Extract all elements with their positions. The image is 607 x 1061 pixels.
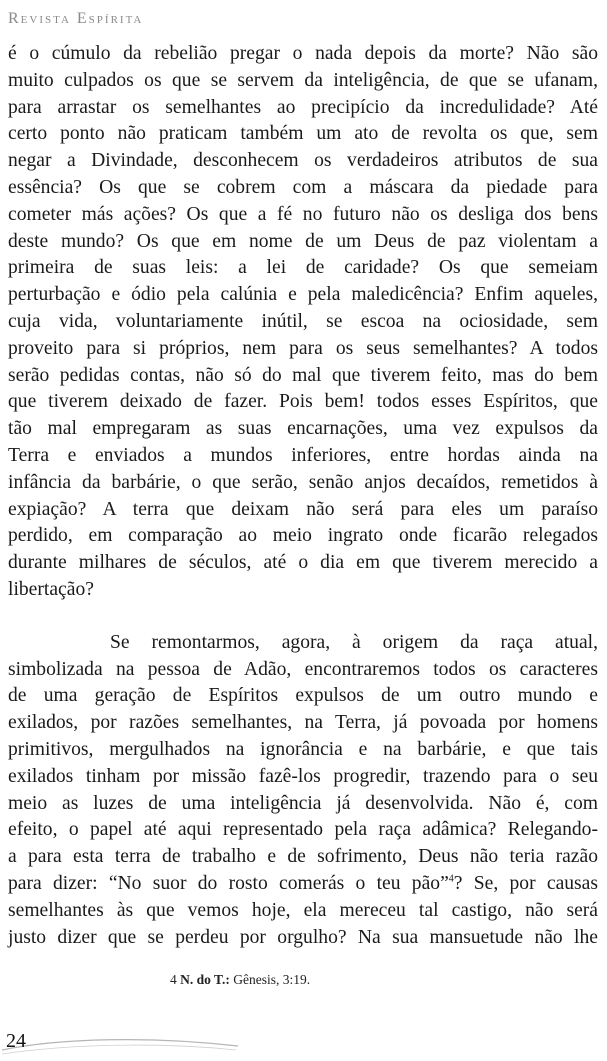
text-line-with-footnote (8, 871, 598, 898)
footnote-marker[interactable]: 4 (448, 873, 454, 885)
footnote (170, 972, 310, 988)
text-fragment: para dizer: “No suor do rosto comerás o teu pão” (8, 872, 449, 894)
text-line: cuja vida, voluntariamente inútil, se escoa na ociosidade, sem (8, 310, 598, 332)
text-line: perdido, em comparação ao meio ingrato onde ficarão relegados (8, 525, 598, 547)
text-line: de uma geração de Espíritos expulsos de um outro mundo e (8, 685, 598, 707)
text-line: semelhantes às que vemos hoje, ela mereceu tal castigo, não será (8, 899, 598, 921)
paragraph-1 (8, 41, 598, 604)
text-line: é o cúmulo da rebelião pregar o nada depois da morte? Não são (8, 43, 598, 64)
text-line: primitivos, mergulhados na ignorância e na barbárie, e que tais (8, 738, 598, 760)
text-line: negar a Divindade, desconhecem os verdadeiros atributos de sua (8, 150, 598, 172)
text-line: certo ponto não praticam também um ato de revolta os que, sem (8, 123, 598, 145)
page-body (8, 41, 598, 951)
text-line: primeira de suas leis: a lei de caridade? Os que semeiam (8, 257, 598, 279)
text-line: meio as luzes de uma inteligência já desenvolvida. Não é, com (8, 792, 598, 814)
text-line: Se remontarmos, agora, à origem da raça atual, (110, 631, 598, 653)
footnote-text: Gênesis, 3:19. (233, 972, 311, 987)
paragraph-2 (8, 630, 598, 952)
text-line: Terra e enviados a mundos inferiores, entre hordas ainda na (8, 444, 598, 466)
text-line: exilados tinham por missão fazê-los progredir, trazendo para o seu (8, 765, 598, 787)
text-line: infância da barbárie, o que serão, senão anjos decaídos, remetidos à (8, 471, 598, 493)
page-number: 24 (6, 1030, 26, 1052)
text-line: perturbação e ódio pela calúnia e pela maledicência? Enfim aqueles, (8, 284, 598, 306)
text-line: cometer más ações? Os que a fé no futuro não os desliga dos bens (8, 203, 598, 225)
text-line: a para esta terra de trabalho e de sofrimento, Deus não teria razão (8, 846, 598, 868)
text-line: exilados, por razões semelhantes, na Terra, já povoada por homens (8, 712, 598, 734)
text-line: durante milhares de séculos, até o dia em que tiverem merecido a (8, 552, 598, 574)
footnote-label: N. do T.: (180, 972, 230, 987)
text-line: deste mundo? Os que em nome de um Deus de paz violentam a (8, 230, 598, 252)
text-fragment: ? Se, por causas (453, 872, 599, 894)
page-swoosh-decoration (0, 1028, 240, 1058)
text-line: essência? Os que se cobrem com a máscara da piedade para (8, 176, 598, 198)
text-line: simbolizada na pessoa de Adão, encontraremos todos os caracteres (8, 658, 598, 680)
text-line: serão pedidas contas, não só do mal que tiverem feito, mas do bem (8, 364, 598, 386)
text-line: proveito para si próprios, nem para os seus semelhantes? A todos (8, 337, 598, 359)
text-line: muito culpados os que se servem da inteligência, de que se ufanam, (8, 69, 598, 91)
text-line: efeito, o papel até aqui representado pela raça adâmica? Relegando- (8, 819, 598, 841)
text-line: para arrastar os semelhantes ao precipício da incredulidade? Até (8, 96, 598, 118)
text-line: justo dizer que se perdeu por orgulho? Na sua mansuetude não lhe (8, 926, 598, 948)
footnote-number: 4 (170, 972, 177, 987)
text-line: libertação? (8, 578, 94, 600)
text-line: que tiverem deixado de fazer. Pois bem! todos esses Espíritos, que (8, 391, 598, 413)
running-head: Revista Espírita (8, 10, 144, 27)
text-line: tão mal empregaram as suas encarnações, uma vez expulsos da (8, 418, 598, 440)
text-line: expiação? A terra que deixam não será para eles um paraíso (8, 498, 598, 520)
